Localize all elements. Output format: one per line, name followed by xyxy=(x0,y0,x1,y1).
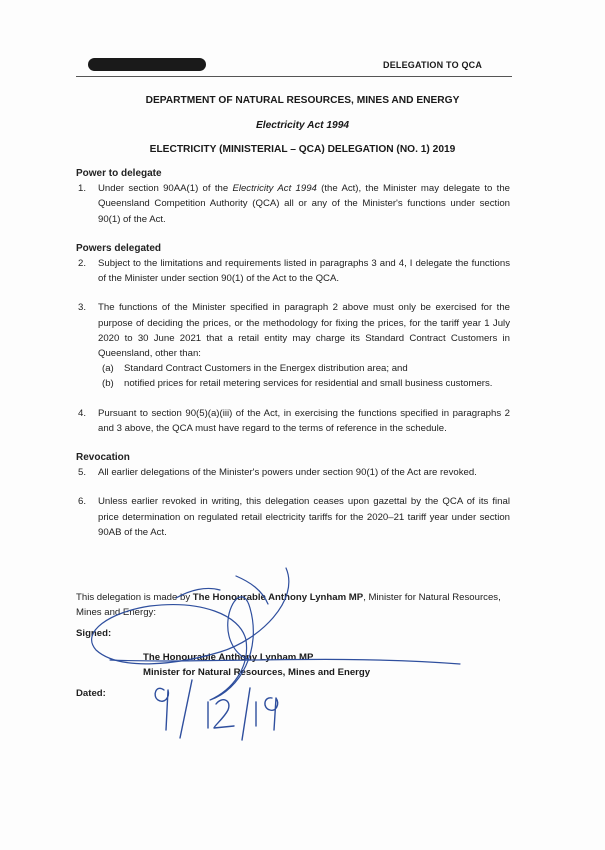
header-tag: DELEGATION TO QCA xyxy=(383,60,483,70)
handwritten-date xyxy=(155,680,277,740)
paragraph-number: 2. xyxy=(78,258,87,270)
paragraph-text: Subject to the limitations and requirements listed in paragraphs 3 and 4, I delegate the functions of the Minister under section 90(1) of the Act to the QCA. xyxy=(98,258,510,285)
signature-intro-text: This delegation is made by xyxy=(76,592,193,603)
paragraph-4 xyxy=(76,406,510,436)
sub-item-a xyxy=(76,361,510,376)
paragraph-number: 3. xyxy=(78,302,87,314)
sub-item-text: notified prices for retail metering services for residential and small business customers. xyxy=(124,378,493,390)
paragraph-text: Pursuant to section 90(5)(a)(iii) of the Act, in exercising the functions specified in paragraphs 2 and 3 above, the QCA must have regard to the terms of reference in the schedule. xyxy=(98,407,510,434)
paragraph-number: 1. xyxy=(78,183,87,195)
minister-signature-block xyxy=(143,651,370,680)
minister-name: The Honourable Anthony Lynham MP xyxy=(143,652,314,663)
dated-label: Dated: xyxy=(76,688,106,699)
paragraph-6 xyxy=(76,494,510,540)
act-reference: Electricity Act 1994 xyxy=(232,183,317,195)
paragraph-number: 4. xyxy=(78,407,87,419)
section-heading-revocation: Revocation xyxy=(76,452,130,464)
document-body xyxy=(76,166,510,540)
paragraph-number: 6. xyxy=(78,496,87,508)
paragraph-2 xyxy=(76,256,510,286)
instrument-title: ELECTRICITY (MINISTERIAL – QCA) DELEGATION (NO. 1) 2019 xyxy=(149,144,456,155)
redaction-bar xyxy=(88,58,206,71)
act-title: Electricity Act 1994 xyxy=(255,120,350,131)
paragraph-number: 5. xyxy=(78,467,87,479)
paragraph-5 xyxy=(76,465,510,480)
header-rule xyxy=(76,76,512,77)
sub-item-number: (a) xyxy=(102,363,114,375)
minister-title: Minister for Natural Resources, Mines and Energy xyxy=(143,666,371,678)
paragraph-text: (the Act), the Minister may delegate to the Queensland Competition Authority (QCA) all or any of the Minister's functions under section 90(1) of the Act. xyxy=(98,183,510,225)
sub-item-text: Standard Contract Customers in the Energex distribution area; and xyxy=(124,363,408,375)
paragraph-1 xyxy=(76,181,510,227)
signed-label: Signed: xyxy=(76,628,112,639)
paragraph-text: All earlier delegations of the Minister's powers under section 90(1) of the Act are revoked. xyxy=(98,467,477,479)
sub-item-b xyxy=(76,376,510,391)
department-title: DEPARTMENT OF NATURAL RESOURCES, MINES AND ENERGY xyxy=(145,95,460,106)
paragraph-text: Under section 90AA(1) of the xyxy=(98,183,233,195)
signature-intro xyxy=(76,590,516,620)
minister-name-inline: The Honourable Anthony Lynham MP xyxy=(192,592,364,603)
paragraph-3 xyxy=(76,300,510,361)
paragraph-text: The functions of the Minister specified in paragraph 2 above must only be exercised for the purpose of deciding the prices, or the methodology for fixing the prices, for the tariff year 1 July 2020 to 30 June 2021 that a retail entity may charge its Standard Contract Customers in Queensland, other than: xyxy=(98,302,510,360)
section-heading-power-to-delegate: Power to delegate xyxy=(76,168,162,179)
section-heading-powers-delegated: Powers delegated xyxy=(76,242,162,254)
signature-intro-text: , Minister for Natural Resources, Mines and Energy: xyxy=(76,592,501,619)
paragraph-text: Unless earlier revoked in writing, this delegation ceases upon gazettal by the QCA of its final price determination on regulated retail electricity tariffs for the 2020–21 tariff year under section 90AB of the Act. xyxy=(98,496,510,538)
sub-item-number: (b) xyxy=(102,378,114,390)
